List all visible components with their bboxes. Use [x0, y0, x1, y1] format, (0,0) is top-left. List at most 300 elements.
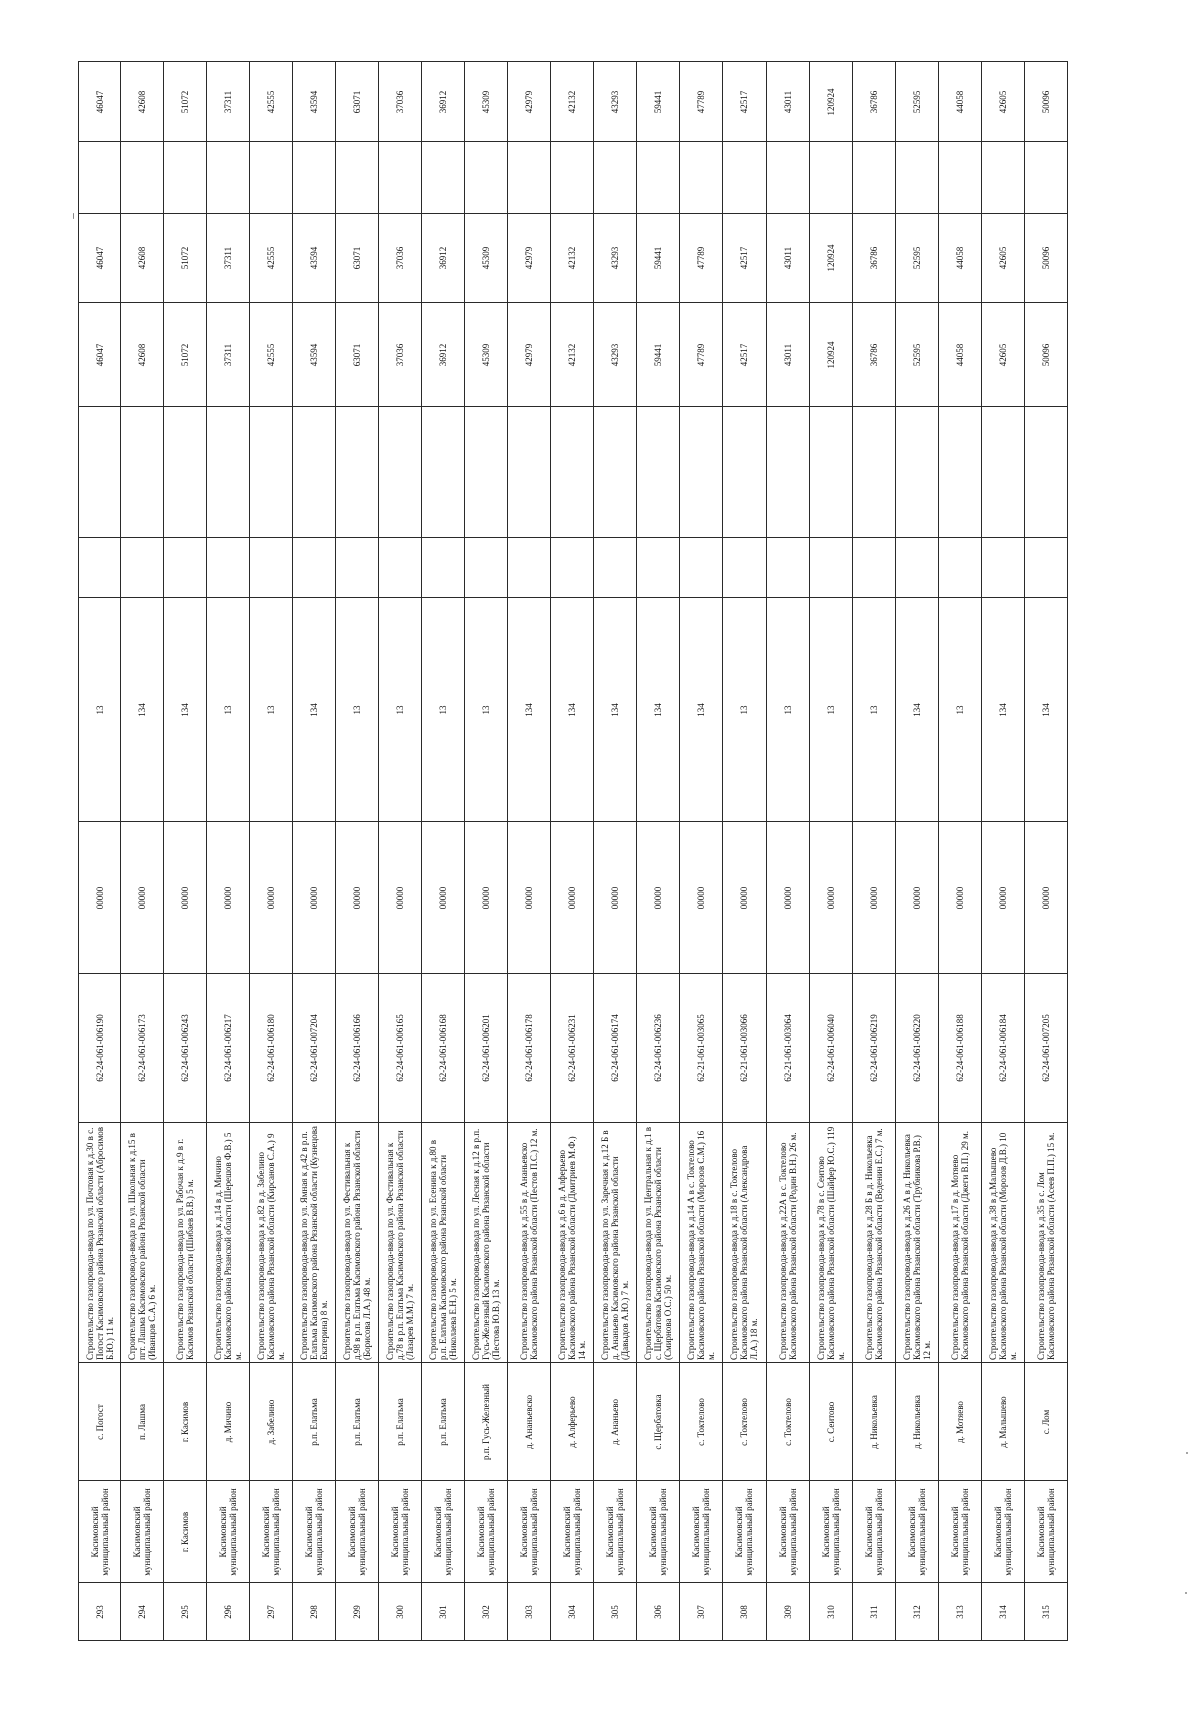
- table-cell: [637, 1583, 680, 1641]
- scan-speck: [73, 213, 74, 219]
- table-cell: [379, 407, 422, 538]
- cell-zeros: 00000: [653, 886, 664, 909]
- cell-n: 305: [610, 1604, 621, 1619]
- table-cell: [938, 62, 981, 142]
- cell-v3: 46047: [94, 90, 105, 113]
- table-cell: [680, 538, 723, 598]
- table-cell: [809, 538, 852, 598]
- table-cell: [336, 1583, 379, 1641]
- cell-v3: 44058: [954, 90, 965, 113]
- table-cell: [336, 1481, 379, 1583]
- table-cell: [79, 303, 121, 407]
- table-cell: [981, 407, 1024, 538]
- table-cell: [809, 142, 852, 214]
- table-cell: [938, 142, 981, 214]
- table-cell: [680, 303, 723, 407]
- cell-v3: 36912: [438, 90, 449, 113]
- cell-district: Касимовский муниципальный район: [949, 1487, 970, 1576]
- cell-district: Касимовский муниципальный район: [89, 1487, 110, 1576]
- cell-district: Касимовский муниципальный район: [347, 1487, 368, 1576]
- cell-locality: с. Погост: [94, 1403, 105, 1440]
- cell-cadastral: 62-24-061-006201: [481, 1014, 492, 1082]
- table-cell: [121, 598, 164, 822]
- table-cell: [938, 303, 981, 407]
- table-cell: [1024, 62, 1067, 142]
- cell-v1: 46047: [94, 343, 105, 366]
- table-cell: [379, 538, 422, 598]
- table-cell: [809, 822, 852, 974]
- table-cell: [465, 1583, 508, 1641]
- table-cell: [594, 598, 637, 822]
- table-cell: [637, 1363, 680, 1481]
- table-cell: [79, 62, 121, 142]
- cell-cadastral: 62-24-061-006243: [180, 1014, 191, 1082]
- cell-district: Касимовский муниципальный район: [820, 1487, 841, 1576]
- cell-code: 13: [954, 705, 965, 714]
- cell-v3: 37036: [395, 90, 406, 113]
- table-cell: [551, 407, 594, 538]
- table-cell: [379, 214, 422, 303]
- table-cell: [938, 407, 981, 538]
- cell-cadastral: 62-24-061-006166: [352, 1014, 363, 1082]
- table-cell: [723, 538, 766, 598]
- cell-v3: 36786: [868, 90, 879, 113]
- table-cell: [637, 303, 680, 407]
- cell-district: Касимовский муниципальный район: [992, 1487, 1013, 1576]
- cell-code: 134: [567, 702, 578, 717]
- cell-n: 298: [309, 1604, 320, 1619]
- cell-cadastral: 62-24-061-006220: [911, 1014, 922, 1082]
- table-cell: [336, 142, 379, 214]
- cell-locality: д. Алферьево: [567, 1395, 578, 1448]
- table-cell: [637, 598, 680, 822]
- cell-locality: д. Мотяево: [954, 1400, 965, 1443]
- cell-cadastral: 62-24-061-006219: [868, 1014, 879, 1082]
- table-cell: [551, 1363, 594, 1481]
- table-cell: [981, 214, 1024, 303]
- cell-v3: 42132: [567, 90, 578, 113]
- cell-v3: 42605: [997, 90, 1008, 113]
- table-cell: [250, 1123, 293, 1363]
- cell-v3: 42555: [266, 90, 277, 113]
- table-cell: [379, 1123, 422, 1363]
- table-cell: [551, 598, 594, 822]
- table-cell: [207, 822, 250, 974]
- table-cell: [766, 1481, 809, 1583]
- table-cell: [637, 1123, 680, 1363]
- cell-district: Касимовский муниципальный район: [1035, 1487, 1056, 1576]
- cell-v1: 42608: [137, 343, 148, 366]
- table-cell: [852, 1363, 895, 1481]
- table-cell: [895, 1363, 938, 1481]
- table-cell: [981, 1123, 1024, 1363]
- table-cell: [293, 1123, 336, 1363]
- table-cell: [508, 1363, 551, 1481]
- table-cell: [723, 303, 766, 407]
- table-cell: [465, 974, 508, 1123]
- table-cell: [981, 974, 1024, 1123]
- cell-district: г. Касимов: [180, 1511, 191, 1552]
- cell-locality: с. Токтелово: [782, 1397, 793, 1446]
- table-cell: [1024, 974, 1067, 1123]
- cell-v2: 51072: [180, 246, 191, 270]
- table-cell: [465, 598, 508, 822]
- table-cell: [508, 214, 551, 303]
- cell-v2: 45309: [481, 246, 492, 270]
- table-cell: [680, 407, 723, 538]
- cell-zeros: 00000: [825, 886, 836, 909]
- table-cell: [594, 303, 637, 407]
- cell-v1: 42132: [567, 343, 578, 366]
- table-cell: [895, 142, 938, 214]
- table-cell: [852, 214, 895, 303]
- cell-locality: с. Сеитово: [825, 1401, 836, 1442]
- cell-zeros: 00000: [524, 886, 535, 909]
- table-cell: [121, 214, 164, 303]
- cell-code: 13: [94, 705, 105, 714]
- table-cell: [465, 1481, 508, 1583]
- cell-description: Строительство газопровода-ввода по ул. Лесная к д.12 в р.п. Гусь-Железный Касимовского района Рязанской области (Пестова Ю.В.) 13 м.: [471, 1128, 502, 1360]
- cell-v3: 42608: [137, 90, 148, 113]
- table-cell: [680, 142, 723, 214]
- table-cell: [938, 974, 981, 1123]
- cell-v1: 42605: [997, 343, 1008, 366]
- table-row: [79, 598, 1068, 822]
- table-row: [79, 303, 1068, 407]
- table-cell: [981, 62, 1024, 142]
- table-cell: [938, 822, 981, 974]
- cell-district: Касимовский муниципальный район: [261, 1487, 282, 1576]
- table-cell: [594, 1123, 637, 1363]
- table-cell: [465, 303, 508, 407]
- cell-district: Касимовский муниципальный район: [218, 1487, 239, 1576]
- table-cell: [465, 214, 508, 303]
- table-cell: [895, 538, 938, 598]
- cell-zeros: 00000: [610, 886, 621, 909]
- table-cell: [207, 142, 250, 214]
- table-cell: [809, 1363, 852, 1481]
- table-cell: [422, 62, 465, 142]
- table-cell: [1024, 1363, 1067, 1481]
- table-row: [79, 407, 1068, 538]
- cell-cadastral: 62-24-061-006178: [524, 1014, 535, 1082]
- table-cell: [508, 62, 551, 142]
- table-cell: [207, 1481, 250, 1583]
- table-cell: [79, 1481, 121, 1583]
- table-cell: [207, 598, 250, 822]
- table-row: [79, 974, 1068, 1123]
- cell-v3: 42979: [524, 90, 535, 113]
- cell-description: Строительство газопровода-ввода по ул. Рабочая к д.9 в г. Касимов Рязанской области (Шибаев В.В.) 5 м.: [175, 1138, 196, 1360]
- table-cell: [207, 538, 250, 598]
- cell-v1: 50096: [1040, 343, 1051, 366]
- cell-description: Строительство газопровода-ввода по ул. Фестивальная к д.98 в р.п. Елатьма Касимовского района Рязанской области (Борисова Л.А.) 48 м.: [342, 1129, 373, 1360]
- table-cell: [336, 1363, 379, 1481]
- cell-zeros: 00000: [94, 886, 105, 909]
- cell-v3: 63071: [352, 90, 363, 113]
- table-cell: [79, 1123, 121, 1363]
- table-cell: [723, 407, 766, 538]
- cell-v1: 43293: [610, 343, 621, 366]
- cell-description: Строительство газопровода-ввода по ул. Центральная к д.1 в с. Щербатовка Касимовского района Рязанской области (Смирнова О.С.) 50 м.: [643, 1126, 674, 1360]
- cell-n: 307: [696, 1604, 707, 1619]
- cell-code: 13: [352, 705, 363, 714]
- cell-v1: 43011: [782, 343, 793, 366]
- cell-cadastral: 62-24-061-006188: [954, 1014, 965, 1082]
- table-cell: [250, 598, 293, 822]
- table-cell: [164, 407, 207, 538]
- cell-zeros: 00000: [696, 886, 707, 909]
- cell-cadastral: 62-24-061-006236: [653, 1014, 664, 1082]
- cell-v1: 36912: [438, 343, 449, 366]
- cell-zeros: 00000: [1040, 886, 1051, 909]
- table-cell: [465, 822, 508, 974]
- table-cell: [164, 303, 207, 407]
- table-cell: [680, 1123, 723, 1363]
- cell-district: Касимовский муниципальный район: [863, 1487, 884, 1576]
- table-cell: [551, 142, 594, 214]
- cell-zeros: 00000: [395, 886, 406, 909]
- cell-v2: 50096: [1040, 246, 1051, 270]
- cell-description: Строительство газопровода-ввода к д.26 А в д. Никольевка Касимовского района Рязанской области (Трубникова Р.В.) 12 м.: [901, 1133, 932, 1360]
- table-cell: [293, 538, 336, 598]
- cell-v1: 43594: [309, 343, 320, 366]
- table-cell: [336, 303, 379, 407]
- table-cell: [250, 538, 293, 598]
- cell-locality: с. Лом: [1040, 1409, 1051, 1434]
- table-cell: [508, 142, 551, 214]
- cell-district: Касимовский муниципальный район: [906, 1487, 927, 1576]
- cell-district: Касимовский муниципальный район: [390, 1487, 411, 1576]
- table-cell: [465, 407, 508, 538]
- table-cell: [680, 1481, 723, 1583]
- table-cell: [1024, 407, 1067, 538]
- cell-cadastral: 62-21-061-003064: [782, 1014, 793, 1082]
- table-row: [79, 214, 1068, 303]
- cell-v1: 51072: [180, 343, 191, 366]
- table-cell: [1024, 142, 1067, 214]
- cell-v1: 37036: [395, 343, 406, 366]
- table-cell: [852, 598, 895, 822]
- cell-district: Касимовский муниципальный район: [433, 1487, 454, 1576]
- cell-locality: д. Никольевка: [868, 1394, 879, 1449]
- cell-n: 314: [997, 1604, 1008, 1619]
- table-cell: [250, 822, 293, 974]
- cell-zeros: 00000: [739, 886, 750, 909]
- table-cell: [1024, 822, 1067, 974]
- table-cell: [250, 407, 293, 538]
- table-cell: [637, 822, 680, 974]
- cell-v2: 120924: [825, 244, 836, 272]
- cell-n: 309: [782, 1604, 793, 1619]
- cell-code: 134: [911, 702, 922, 717]
- table-cell: [766, 407, 809, 538]
- table-cell: [293, 1583, 336, 1641]
- cell-code: 134: [653, 702, 664, 717]
- cell-v2: 59441: [653, 246, 664, 270]
- table-cell: [336, 407, 379, 538]
- table-cell: [809, 214, 852, 303]
- table-cell: [508, 822, 551, 974]
- table-row: [79, 1363, 1068, 1481]
- cell-v2: 46047: [94, 246, 105, 270]
- cell-code: 13: [782, 705, 793, 714]
- cell-n: 310: [825, 1604, 836, 1619]
- table-cell: [895, 974, 938, 1123]
- table-cell: [508, 407, 551, 538]
- table-cell: [680, 214, 723, 303]
- scan-speck: [1186, 1452, 1188, 1454]
- cell-code: 134: [524, 702, 535, 717]
- cell-description: Строительство газопровода-ввода по ул. Почтовая к д.30 в с. Погост Касимовского района Рязанской области (Абросимов Б.Ю.) 11 м.: [84, 1126, 115, 1360]
- table-cell: [508, 598, 551, 822]
- cell-district: Касимовский муниципальный район: [648, 1487, 669, 1576]
- table-cell: [293, 214, 336, 303]
- cell-zeros: 00000: [954, 886, 965, 909]
- cell-v2: 37311: [223, 246, 234, 270]
- table-cell: [809, 407, 852, 538]
- table-cell: [551, 303, 594, 407]
- cell-code: 13: [739, 705, 750, 714]
- cell-v1: 42555: [266, 343, 277, 366]
- cell-description: Строительство газопровода-ввода к д.6 в д. Алферьево Касимовского района Рязанской области (Дмитриев М.Ф.) 14 м.: [557, 1135, 588, 1360]
- table-cell: [164, 62, 207, 142]
- cell-code: 134: [1040, 702, 1051, 717]
- table-cell: [164, 974, 207, 1123]
- table-cell: [680, 822, 723, 974]
- table-cell: [250, 1363, 293, 1481]
- cell-zeros: 00000: [997, 886, 1008, 909]
- table-row: [79, 538, 1068, 598]
- table-cell: [422, 303, 465, 407]
- table-cell: [121, 1363, 164, 1481]
- cell-zeros: 00000: [782, 886, 793, 909]
- cell-v2: 42555: [266, 246, 277, 270]
- cell-district: Касимовский муниципальный район: [304, 1487, 325, 1576]
- cell-n: 315: [1040, 1604, 1051, 1619]
- cell-v1: 63071: [352, 343, 363, 366]
- table-cell: [895, 1481, 938, 1583]
- table-cell: [465, 62, 508, 142]
- table-cell: [164, 538, 207, 598]
- cell-v2: 36912: [438, 246, 449, 270]
- table-cell: [79, 1583, 121, 1641]
- table-cell: [852, 974, 895, 1123]
- table-cell: [422, 407, 465, 538]
- table-cell: [1024, 1123, 1067, 1363]
- table-cell: [594, 822, 637, 974]
- table-cell: [207, 974, 250, 1123]
- cell-description: Строительство газопровода-ввода к д.28 Б в д. Никольевка Касимовского района Рязанской области (Веденин Е.С.) 7 м.: [863, 1127, 884, 1360]
- cell-locality: с. Щербатовка: [653, 1393, 664, 1450]
- cell-code: 134: [610, 702, 621, 717]
- cell-cadastral: 62-24-061-006165: [395, 1014, 406, 1082]
- table-cell: [551, 1481, 594, 1583]
- table-cell: [422, 214, 465, 303]
- cell-v3: 43594: [309, 90, 320, 113]
- table-cell: [164, 1123, 207, 1363]
- table-cell: [422, 822, 465, 974]
- cell-n: 306: [653, 1604, 664, 1619]
- cell-description: Строительство газопровода-ввода к д.78 в с. Сеитово Касимовского района Рязанской области (Шайфер Ю.С.) 119 м.: [815, 1126, 846, 1360]
- cell-v3: 43293: [610, 90, 621, 113]
- table-cell: [938, 1363, 981, 1481]
- cell-description: Строительство газопровода-ввода по ул. Школьная к д.15 в пгт. Лашма Касимовского района Рязанской области (Иванцов С.А.) 6 м.: [127, 1132, 158, 1360]
- cell-locality: д. Никольевка: [911, 1394, 922, 1449]
- cell-description: Строительство газопровода-ввода к д.18 в с. Токтелово Касимовского района Рязанской области (Александрова Л.А.) 18 м.: [729, 1145, 760, 1360]
- cell-v3: 50096: [1040, 90, 1051, 113]
- cell-locality: д. Малышево: [997, 1395, 1008, 1448]
- table-cell: [422, 598, 465, 822]
- table-cell: [852, 822, 895, 974]
- cell-n: 304: [567, 1604, 578, 1619]
- table-cell: [895, 407, 938, 538]
- cell-v2: 63071: [352, 246, 363, 270]
- cell-code: 13: [438, 705, 449, 714]
- table-cell: [723, 822, 766, 974]
- cell-n: 295: [180, 1604, 191, 1619]
- cell-v3: 47789: [696, 90, 707, 113]
- table-row: [79, 62, 1068, 142]
- table-cell: [207, 303, 250, 407]
- table-cell: [551, 822, 594, 974]
- table-cell: [293, 142, 336, 214]
- cell-code: 134: [696, 702, 707, 717]
- cell-cadastral: 62-24-061-006173: [137, 1014, 148, 1082]
- cell-n: 313: [954, 1604, 965, 1619]
- table-cell: [1024, 598, 1067, 822]
- cell-cadastral: 62-24-061-006190: [94, 1014, 105, 1082]
- cell-v1: 44058: [954, 343, 965, 366]
- cell-description: Строительство газопровода-ввода по ул. Есенина к д.80 в р.п. Елатьма Касимовского района Рязанской области (Николаева Е.Н.) 5 м.: [428, 1139, 459, 1360]
- table-cell: [379, 142, 422, 214]
- table-cell: [594, 142, 637, 214]
- table-cell: [1024, 303, 1067, 407]
- table-cell: [121, 303, 164, 407]
- cell-locality: р.п. Елатьма: [352, 1397, 363, 1446]
- cell-cadastral: 62-24-061-006040: [825, 1014, 836, 1082]
- table-cell: [637, 1481, 680, 1583]
- cell-v2: 43011: [782, 246, 793, 270]
- table-cell: [766, 822, 809, 974]
- cell-v2: 44058: [954, 246, 965, 270]
- table-cell: [121, 538, 164, 598]
- table-row: [79, 1583, 1068, 1641]
- table-cell: [594, 1481, 637, 1583]
- table-cell: [79, 598, 121, 822]
- cell-cadastral: 62-24-061-006168: [438, 1014, 449, 1082]
- table-cell: [293, 598, 336, 822]
- table-cell: [465, 1123, 508, 1363]
- cell-description: Строительство газопровода-ввода к д.22А в с. Токтелово Касимовского района Рязанской области (Родин В.Н.) 26 м.: [777, 1132, 798, 1360]
- table-cell: [723, 1481, 766, 1583]
- table-cell: [723, 974, 766, 1123]
- cell-zeros: 00000: [266, 886, 277, 909]
- table-cell: [637, 214, 680, 303]
- cell-n: 297: [266, 1604, 277, 1619]
- table-cell: [79, 1363, 121, 1481]
- cell-locality: р.п. Елатьма: [309, 1397, 320, 1446]
- table-cell: [250, 974, 293, 1123]
- table-cell: [1024, 214, 1067, 303]
- cell-code: 13: [481, 705, 492, 714]
- table-cell: [164, 1481, 207, 1583]
- table-cell: [594, 214, 637, 303]
- table-cell: [809, 1123, 852, 1363]
- table-cell: [121, 1123, 164, 1363]
- table-cell: [680, 974, 723, 1123]
- cell-district: Касимовский муниципальный район: [476, 1487, 497, 1576]
